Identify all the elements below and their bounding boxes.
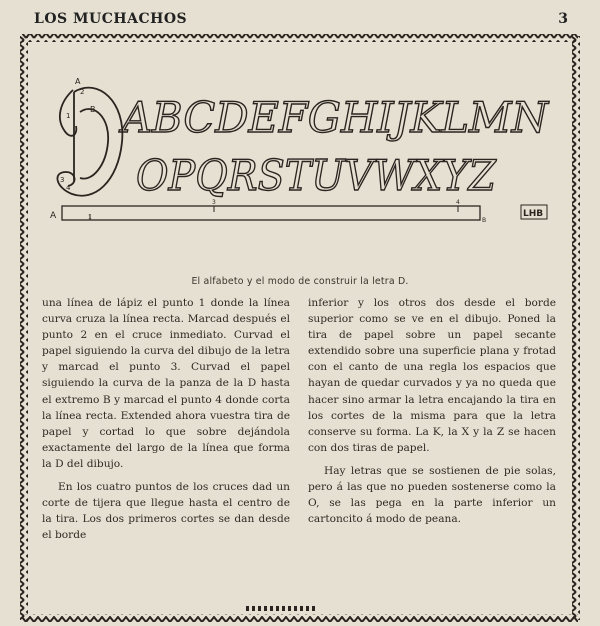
label-1: 1 — [66, 112, 71, 120]
artist-monogram: LHB — [523, 209, 544, 219]
article-frame — [18, 32, 582, 624]
strip-label-a: A — [50, 211, 57, 221]
alphabet-figure — [18, 32, 582, 262]
alphabet-row-2: OPQRSTUVWXYZ — [136, 151, 497, 200]
paragraph: una línea de lápiz el punto 1 donde la línea curva cruza la línea recta. Marcad después el punto 2 en el cruce inmediato. Curvad el papel siguiendo la curva del dibujo de la letra y marcad el punto 3. Curvad el papel siguiendo la curva de la panza de la D hasta el extremo B y marcad el punto 4 donde corta la línea recta. Extended ahora vuestra tira de papel y cortad lo que sobre dejándola exactamente del largo de la línea que forma la D del dibujo. — [42, 297, 290, 470]
strip-tick-4: 4 — [456, 199, 460, 206]
paragraph: inferior y los otros dos desde el borde superior como se ve en el dibujo. Poned la tira de papel sobre un papel secante extendido sobre una superficie plana y frotad con el canto de una regla los espacios que hayan de quedar curvados y ya no queda que hacer sino armar la letra encajando la tira en los cortes de la misma para que la letra conserve su forma. La K, la X y la Z se hacen con dos tiras de papel. — [308, 297, 556, 454]
figure-caption: El alfabeto y el modo de construir la letra D. — [191, 276, 409, 287]
paragraph: En los cuatro puntos de los cruces dad un corte de tijera que llegue hasta el centro de la tira. Los dos primeros cortes se dan desde el borde — [42, 481, 290, 542]
label-b: B — [90, 105, 96, 114]
construction-letter-d — [57, 88, 122, 196]
text-column-1 — [42, 295, 290, 550]
strip-label-b: B — [482, 217, 487, 224]
text-column-2 — [308, 295, 556, 534]
label-3: 3 — [60, 176, 65, 184]
label-a: A — [75, 77, 81, 86]
paper-strip — [62, 206, 480, 220]
page-header — [0, 0, 600, 34]
page-number: 3 — [558, 11, 568, 27]
label-2: 2 — [80, 88, 85, 96]
magazine-title: LOS MUCHACHOS — [34, 11, 188, 27]
strip-tick-1: 1 — [88, 214, 92, 221]
label-4: 4 — [66, 184, 71, 192]
alphabet-row-1: ABCDEFGHIJKLMN — [118, 93, 550, 142]
footer-ornament — [246, 604, 318, 612]
strip-tick-3: 3 — [212, 199, 216, 206]
paragraph: Hay letras que se sostienen de pie solas, pero á las que no pueden sostenerse como la O, se las pega en la parte inferior un cartoncito á modo de peana. — [308, 464, 556, 526]
